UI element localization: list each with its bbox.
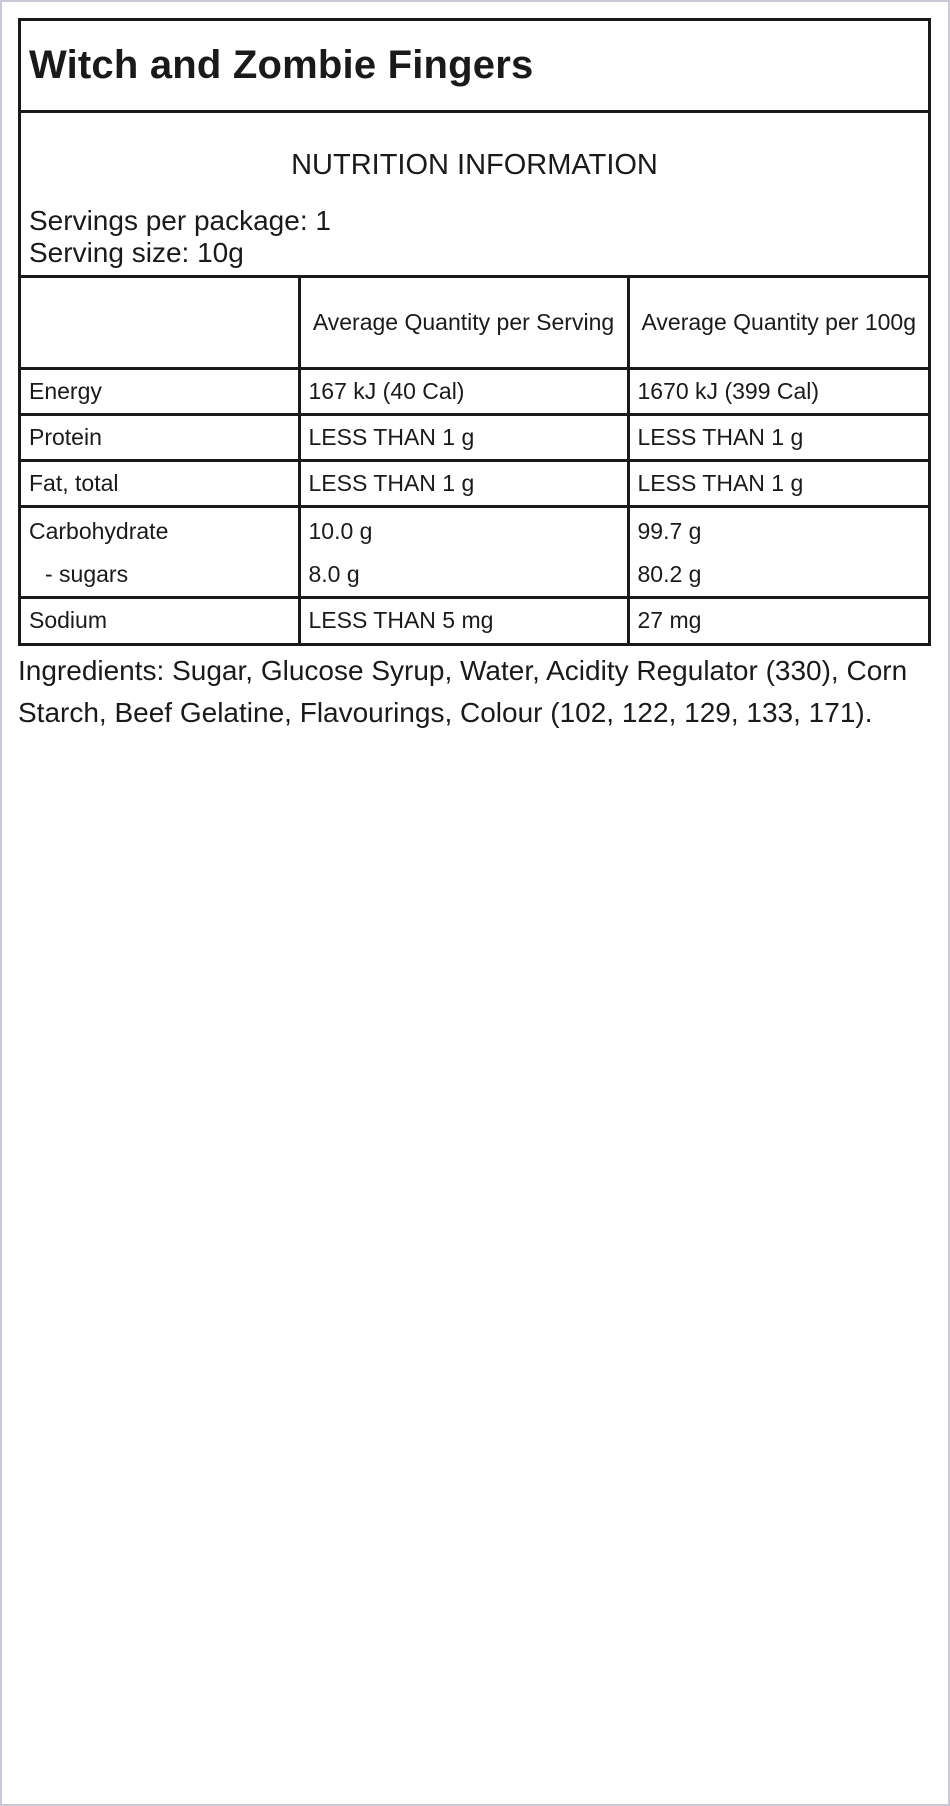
table-row-protein (21, 414, 928, 460)
sugars-name: - sugars (45, 560, 129, 587)
row-per-100g: LESS THAN 1 g (628, 414, 928, 460)
row-name: Sodium (21, 597, 299, 643)
title-row (21, 21, 928, 113)
row-per-100g-cell (628, 506, 928, 597)
sugars-per-100g: 80.2 g (637, 560, 702, 587)
row-name-cell (21, 506, 299, 597)
row-name: Fat, total (21, 460, 299, 506)
carbohydrate-per-serving: 10.0 g (308, 517, 373, 544)
row-name: Protein (21, 414, 299, 460)
row-per-serving: 167 kJ (40 Cal) (299, 368, 628, 414)
header-per-serving: Average Quantity per Serving (299, 278, 628, 368)
carbohydrate-per-100g: 99.7 g (637, 517, 702, 544)
servings-per-package: Servings per package: 1 (29, 205, 331, 236)
row-per-100g: LESS THAN 1 g (628, 460, 928, 506)
row-per-100g: 1670 kJ (399 Cal) (628, 368, 928, 414)
table-row-sodium (21, 597, 928, 643)
table-row-energy (21, 368, 928, 414)
product-title: Witch and Zombie Fingers (29, 43, 534, 87)
serving-size: Serving size: 10g (29, 237, 244, 268)
nutrition-info-block (21, 113, 928, 278)
row-per-serving-cell (299, 506, 628, 597)
table-row-carbohydrate (21, 506, 928, 597)
row-per-serving: LESS THAN 1 g (299, 460, 628, 506)
header-per-100g: Average Quantity per 100g (628, 278, 928, 368)
row-name: Energy (21, 368, 299, 414)
nutrition-label (18, 18, 931, 646)
row-per-serving: LESS THAN 1 g (299, 414, 628, 460)
header-empty-cell (21, 278, 299, 368)
table-row-fat (21, 460, 928, 506)
table-header-row (21, 278, 928, 368)
nutrition-table (21, 278, 928, 643)
row-per-serving: LESS THAN 5 mg (299, 597, 628, 643)
nutrition-heading: NUTRITION INFORMATION (291, 149, 658, 181)
row-per-100g: 27 mg (637, 607, 702, 634)
sugars-per-serving: 8.0 g (308, 560, 360, 587)
carbohydrate-name: Carbohydrate (29, 517, 169, 544)
ingredients-text: Ingredients: Sugar, Glucose Syrup, Water, Acidity Regulator (330), Corn Starch, Beef Gelatine, Flavourings, Colour (102, 122, 129, 133, 171). (18, 655, 908, 728)
